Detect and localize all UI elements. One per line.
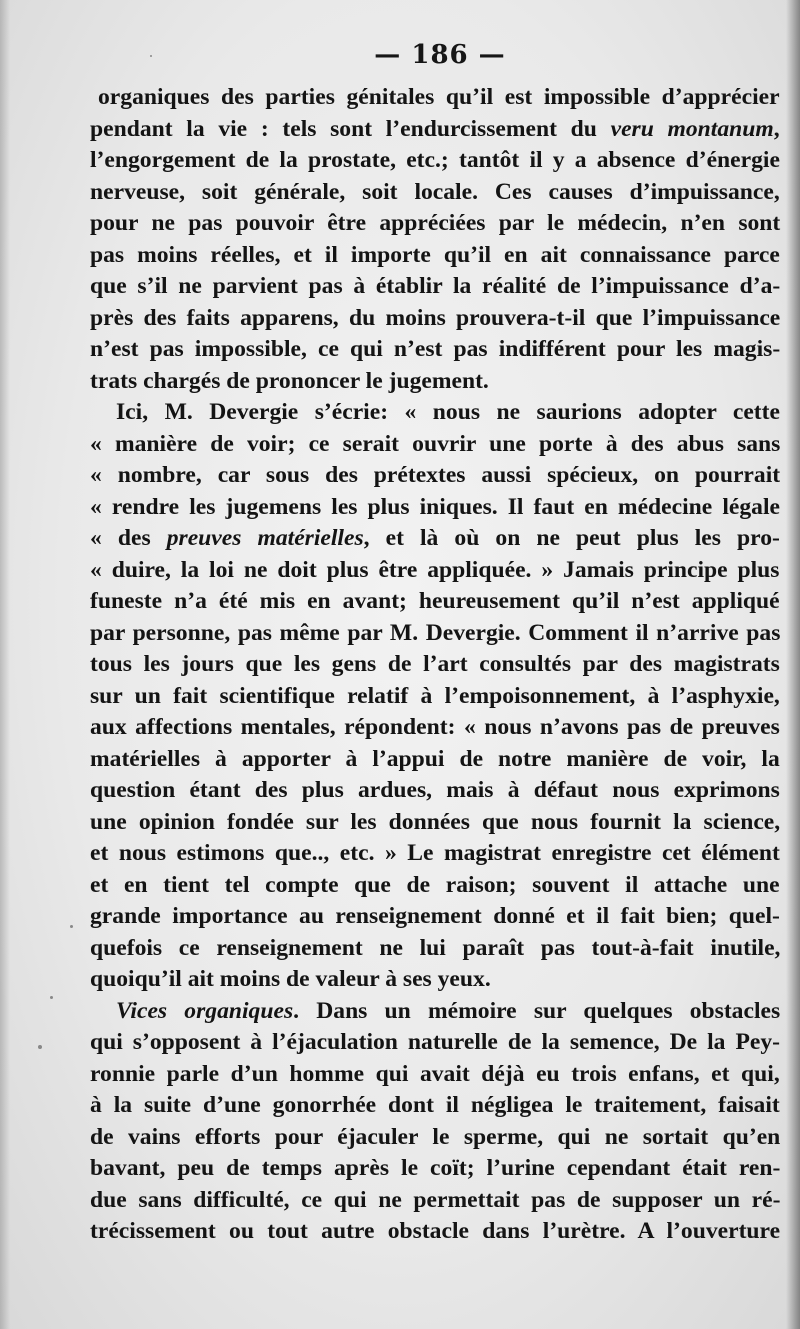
page-left-shadow [0, 0, 10, 1329]
line-text: pas moins réelles, et il importe qu’il en ait connaissance parce [90, 241, 780, 268]
text-line [98, 82, 780, 114]
text-line [90, 240, 780, 272]
text-line [90, 586, 780, 618]
text-line [90, 901, 780, 933]
text-line [90, 1216, 780, 1248]
line-text: près des faits apparens, du moins prouvera-t-il que l’impuissance [90, 304, 781, 331]
line-content [90, 303, 780, 335]
line-content [90, 271, 780, 303]
line-content [90, 681, 780, 713]
line-text: trécissement ou tout autre obstacle dans l’urètre. A l’ouverture [90, 1218, 781, 1244]
body-text [90, 82, 780, 1248]
text-line [90, 271, 780, 303]
line-text: grande importance au renseignement donné et il fait bien; quel- [90, 903, 780, 929]
text-line [90, 492, 780, 524]
line-content [90, 775, 780, 807]
text-line [90, 807, 780, 839]
text-line [90, 1153, 780, 1185]
text-line [90, 523, 780, 555]
line-text: une opinion fondée sur les données que nous fournit la science, [90, 808, 781, 835]
text-line [90, 555, 780, 587]
line-text: que s’il ne parvient pas à établir la réalité de l’impuissance d’a- [90, 273, 781, 299]
line-text: quoiqu’il ait moins de valeur à ses yeux. [90, 966, 491, 992]
line-content [90, 177, 780, 209]
line-text: n’est pas impossible, ce qui n’est pas indifférent pour les magis- [90, 336, 781, 362]
text-line [90, 712, 780, 744]
line-content [90, 555, 780, 587]
line-content [98, 82, 780, 114]
text-line [90, 933, 780, 965]
line-content [90, 1153, 780, 1185]
italic-text: Vices organiques [116, 997, 294, 1024]
text-line [90, 1059, 780, 1091]
line-content [90, 807, 780, 839]
page-number: — 186 — [374, 40, 506, 70]
text-line [90, 334, 780, 366]
line-content [90, 744, 780, 776]
text-line [90, 366, 780, 398]
line-text: bavant, peu de temps après le coït; l’urine cependant était ren- [90, 1155, 781, 1181]
italic-text: veru montanum [610, 115, 774, 142]
text-line [90, 744, 780, 776]
line-content [90, 933, 780, 965]
italic-text: preuves matérielles [166, 525, 364, 551]
line-text: pour ne pas pouvoir être appréciées par le médecin, n’en sont [90, 210, 781, 236]
line-content [90, 208, 780, 240]
text-line [90, 1122, 780, 1154]
line-content [90, 1122, 780, 1154]
line-content [90, 334, 780, 366]
line-content [90, 964, 491, 996]
text-line [90, 145, 780, 177]
line-text: matérielles à apporter à l’appui de notre manière de voir, la [90, 745, 780, 772]
text-line [90, 1185, 780, 1217]
text-line [90, 429, 780, 461]
line-content [90, 492, 780, 524]
text-line [90, 649, 780, 681]
line-content [90, 460, 780, 492]
line-text: question étant des plus ardues, mais à défaut nous exprimons [90, 777, 780, 803]
line-text: funeste n’a été mis en avant; heureusement qu’il n’est appliqué [90, 588, 780, 614]
text-line [90, 460, 780, 492]
line-text-after: , [773, 115, 780, 142]
line-content [90, 1185, 780, 1217]
line-content [116, 397, 780, 429]
line-text: quefois ce renseignement ne lui paraît pas tout-à-fait inutile, [90, 934, 781, 961]
line-text: à la suite d’une gonorrhée dont il négligea le traitement, faisait [90, 1092, 780, 1118]
text-line [90, 114, 780, 146]
text-line [90, 870, 780, 902]
text-line [90, 618, 780, 650]
line-text: nerveuse, soit générale, soit locale. Ces causes d’impuissance, [90, 178, 780, 205]
line-text: et nous estimons que.., etc. » Le magistrat enregistre cet élément [90, 840, 780, 866]
line-content [90, 901, 780, 933]
line-text: ronnie parle d’un homme qui avait déjà eu trois enfans, et qui, [90, 1060, 780, 1087]
text-line [90, 1090, 780, 1122]
text-line [90, 996, 780, 1028]
text-line [90, 208, 780, 240]
text-line [90, 177, 780, 209]
line-text: « duire, la loi ne doit plus être appliquée. » Jamais principe plus [90, 556, 780, 583]
text-line [90, 838, 780, 870]
line-text: par personne, pas même par M. Devergie. Comment il n’arrive pas [90, 619, 781, 646]
line-content [90, 649, 780, 681]
text-line [90, 397, 780, 429]
line-content [90, 1090, 780, 1122]
line-content [90, 1216, 780, 1248]
line-content [90, 240, 780, 272]
page-right-shadow [786, 0, 800, 1329]
line-content [90, 366, 489, 398]
text-line [90, 1027, 780, 1059]
line-content [90, 870, 780, 902]
line-text: pendant la vie : tels sont l’endurcissement du [90, 115, 611, 142]
text-line [90, 964, 780, 996]
text-line [90, 303, 780, 335]
line-content [116, 996, 780, 1028]
line-content [90, 1059, 780, 1091]
line-text: tous les jours que les gens de l’art consultés par des magistrats [90, 651, 780, 677]
line-content [90, 618, 780, 650]
line-content [90, 712, 780, 744]
line-text: et en tient tel compte que de raison; souvent il attache une [90, 871, 780, 898]
line-text: aux affections mentales, répondent: « nous n’avons pas de preuves [90, 714, 780, 740]
line-text-after: . Dans un mémoire sur quelques obstacles [293, 997, 781, 1024]
line-text: « manière de voir; ce serait ouvrir une porte à des abus sans [90, 430, 781, 457]
text-line [90, 775, 780, 807]
line-content [90, 838, 780, 870]
line-text: « nombre, car sous des prétextes aussi spécieux, on pourrait [90, 462, 781, 488]
line-content [90, 1027, 780, 1059]
line-content [90, 523, 780, 555]
line-text: organiques des parties génitales qu’il est impossible d’apprécier [98, 84, 780, 110]
line-text: trats chargés de prononcer le jugement. [90, 367, 489, 394]
line-text: sur un fait scientifique relatif à l’empoisonnement, à l’asphyxie, [90, 682, 780, 709]
line-content [90, 114, 780, 146]
line-content [90, 586, 780, 618]
line-text: de vains efforts pour éjaculer le sperme, qui ne sortait qu’en [90, 1123, 781, 1150]
line-text: due sans difficulté, ce qui ne permettait pas de supposer un ré- [90, 1186, 781, 1213]
line-text-after: , et là où on ne peut plus les pro- [363, 525, 780, 551]
line-text: l’engorgement de la prostate, etc.; tantôt il y a absence d’énergie [90, 147, 780, 173]
line-content [90, 429, 780, 461]
line-text: qui s’opposent à l’éjaculation naturelle de la semence, De la Pey- [90, 1029, 780, 1055]
line-text: Ici, M. Devergie s’écrie: « nous ne saurions adopter cette [116, 399, 780, 425]
line-text: « des [90, 525, 167, 551]
line-text: « rendre les jugemens les plus iniques. Il faut en médecine légale [90, 493, 780, 520]
text-line [90, 681, 780, 713]
line-content [90, 145, 780, 177]
